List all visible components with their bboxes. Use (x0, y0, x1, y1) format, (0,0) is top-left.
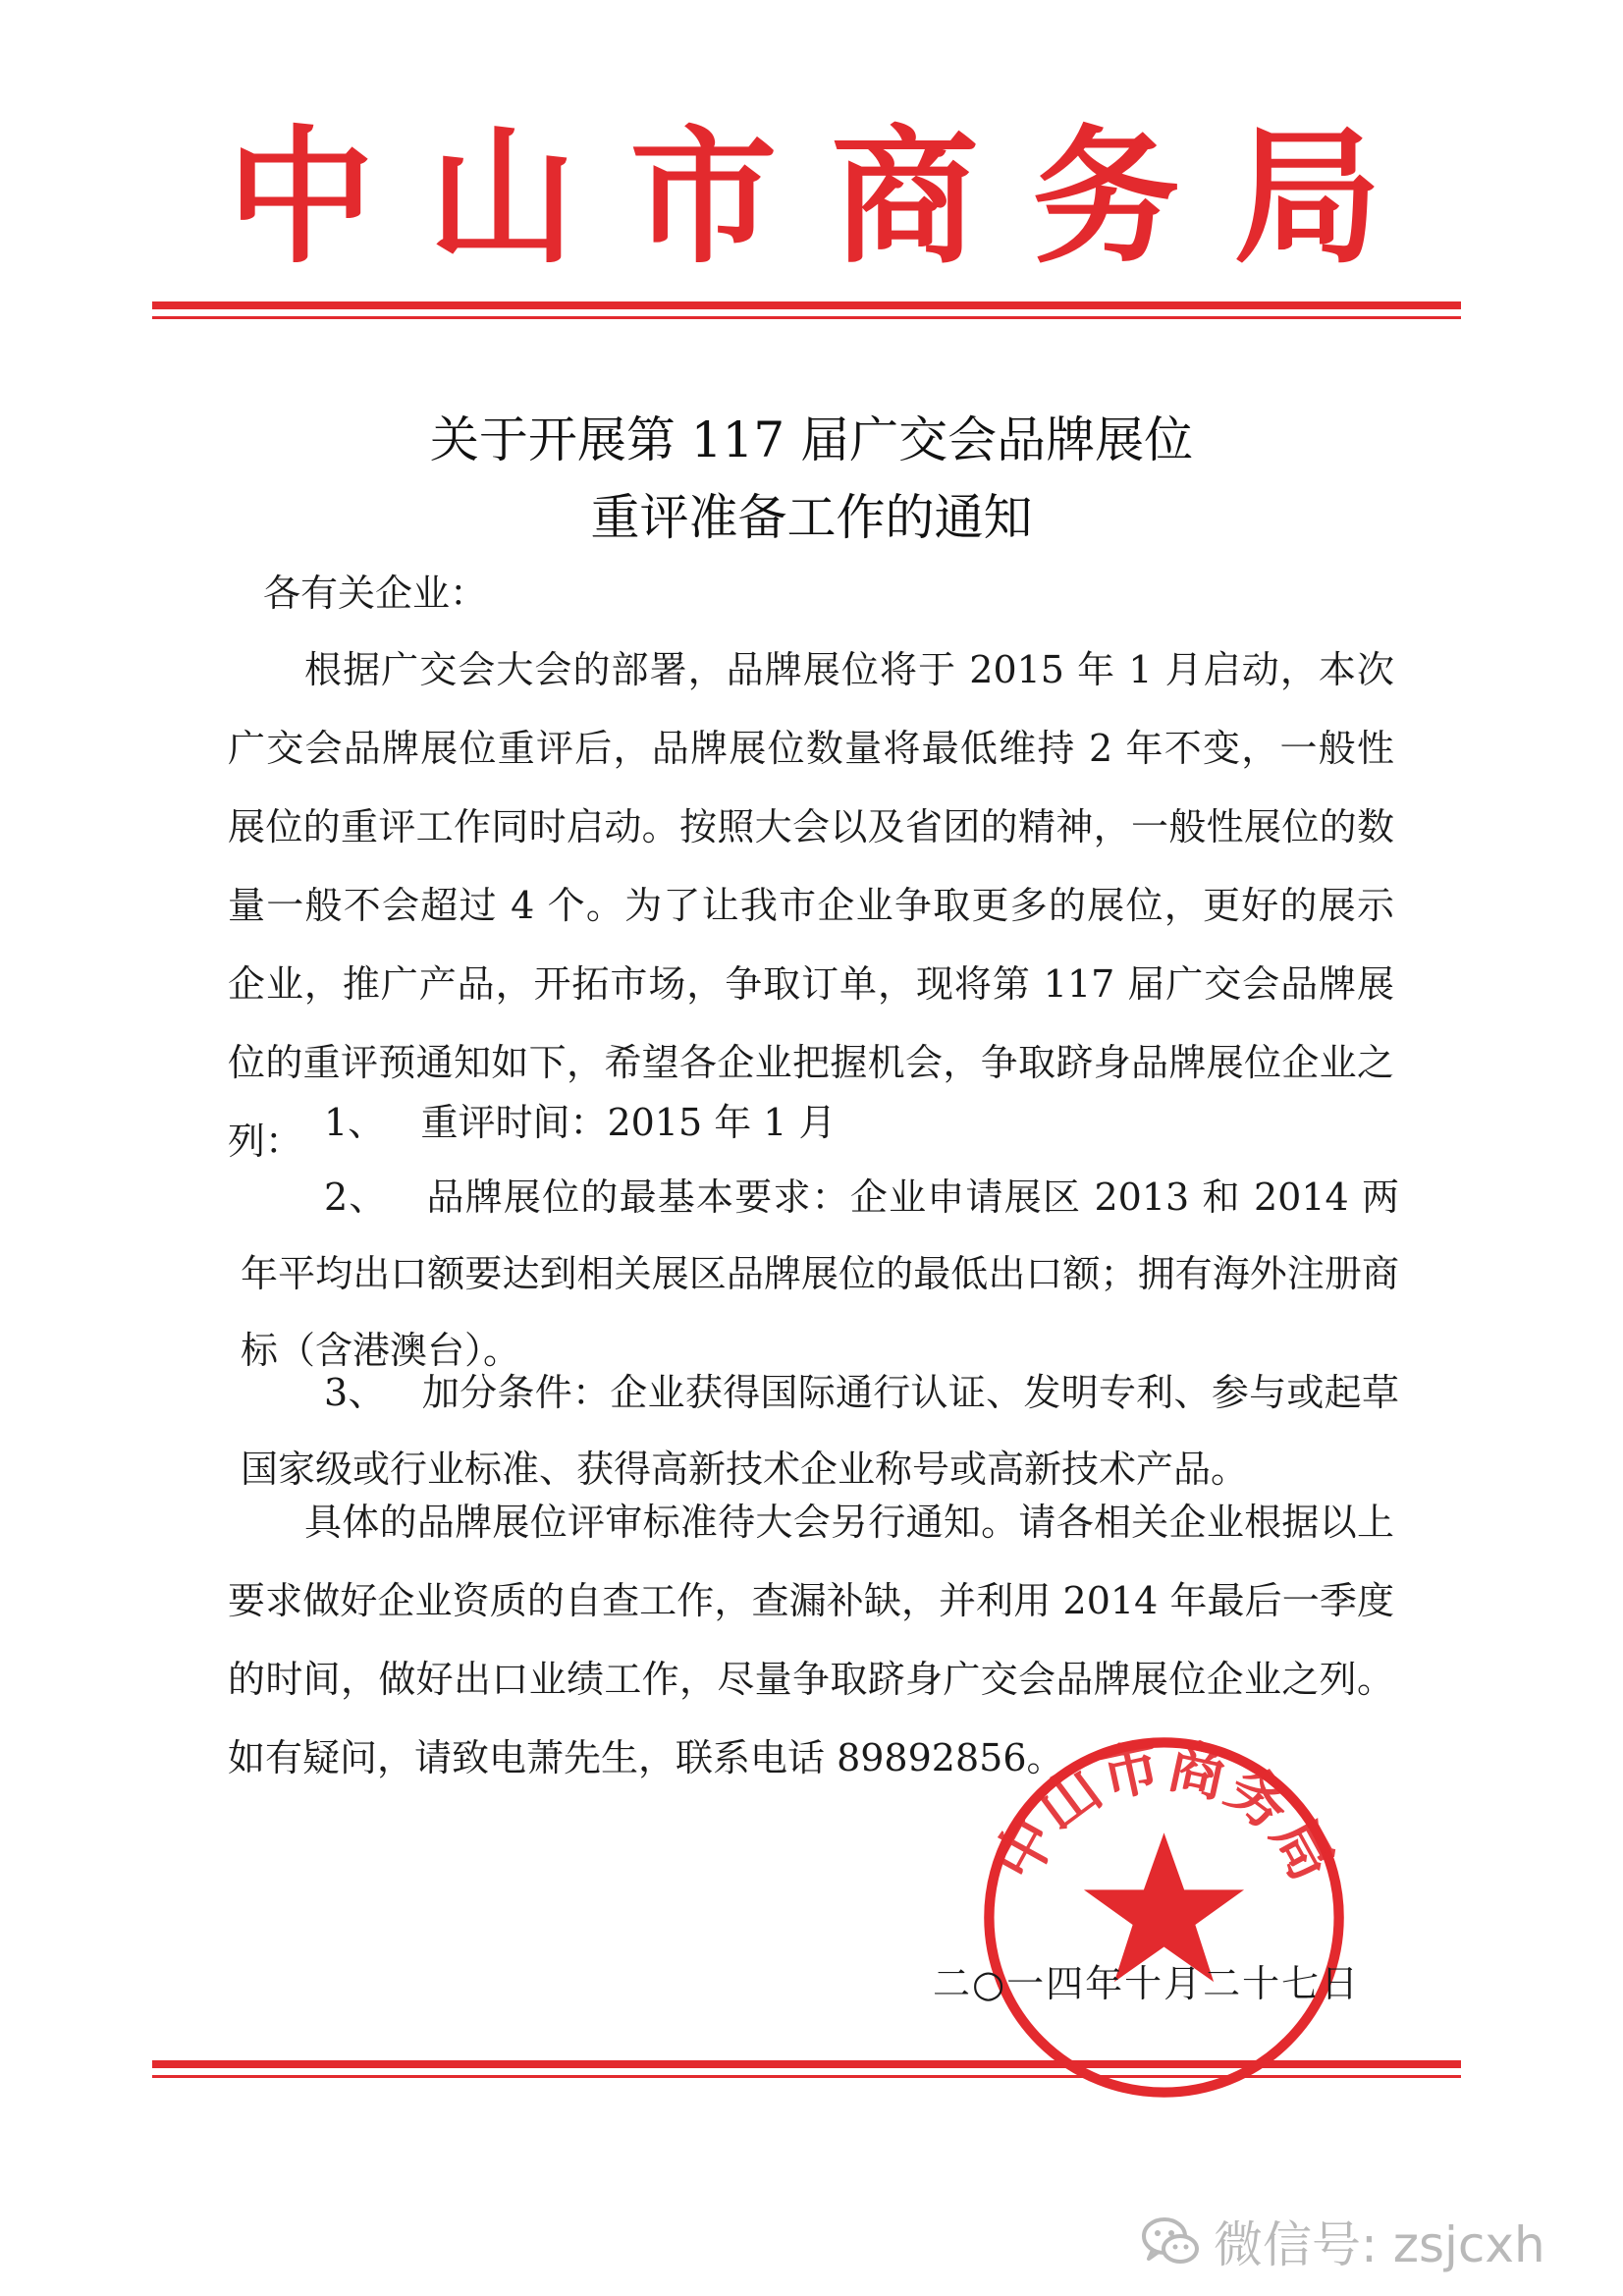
list-item-text: 加分条件：企业获得国际通行认证、发明专利、参与或起草国家级或行业标准、获得高新技术企业称号或高新技术产品。 (241, 1371, 1399, 1491)
footer-divider-thick (152, 2060, 1461, 2068)
wechat-icon (1139, 2210, 1202, 2272)
list-item-text: 重评时间：2015 年 1 月 (420, 1101, 837, 1144)
notice-title-line1: 关于开展第 117 届广交会品牌展位 (429, 411, 1194, 468)
wechat-watermark (1139, 2210, 1545, 2272)
official-seal (980, 1733, 1348, 2102)
letterhead-divider-thick (152, 301, 1461, 309)
body-paragraph-2: 具体的品牌展位评审标准待大会另行通知。请各相关企业根据以上要求做好企业资质的自查工作，查漏补缺，并利用 2014 年最后一季度的时间，做好出口业绩工作，尽量争取跻身广交会品牌展位企业之列。如有疑问，请致电萧先生，联系电话 89892856。 (228, 1501, 1394, 1779)
seal-text: 中山市商务局 (981, 1733, 1347, 1892)
list-item-1 (241, 1084, 1399, 1161)
notice-title-line2: 重评准备工作的通知 (590, 489, 1033, 546)
letterhead-org-name: 中山市商务局 (227, 113, 1435, 284)
body-paragraph-1: 根据广交会大会的部署，品牌展位将于 2015 年 1 月启动，本次广交会品牌展位重评后，品牌展位数量将最低维持 2 年不变，一般性展位的重评工作同时启动。按照大会以及省团的精神，一般性展位的数量一般不会超过 4 个。为了让我市企业争取更多的展位，更好的展示企业，推广产品，开拓市场，争取订单，现将第 117 届广交会品牌展位的重评预通知如下，希望各企业把握机会，争取跻身品牌展位企业之列： (228, 648, 1394, 1163)
letterhead-divider-thin (152, 316, 1461, 319)
list-item-number: 2、 (324, 1175, 388, 1219)
list-item-text: 品牌展位的最基本要求：企业申请展区 2013 和 2014 两年平均出口额要达到相关展区品牌展位的最低出口额；拥有海外注册商标（含港澳台）。 (241, 1175, 1399, 1372)
list-item-number: 1、 (324, 1101, 386, 1144)
salutation: 各有关企业： (263, 572, 488, 615)
watermark-text: 微信号: zsjcxh (1214, 2216, 1545, 2273)
issue-date: 二○一四年十月二十七日 (933, 1962, 1361, 2005)
footer-divider-thin (152, 2075, 1461, 2078)
list-item-number: 3、 (324, 1371, 386, 1414)
